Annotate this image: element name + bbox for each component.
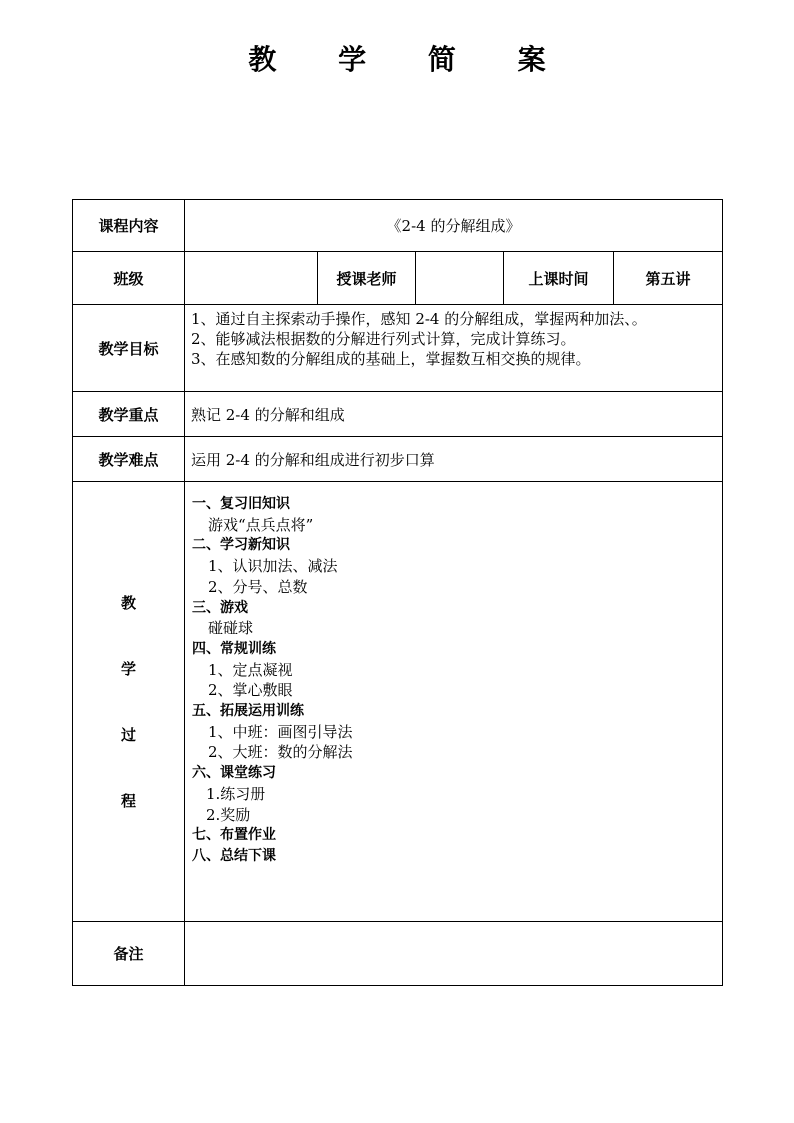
- difficulty-value: 运用 2-4 的分解和组成进行初步口算: [185, 437, 723, 482]
- lesson-plan-table: [72, 199, 723, 986]
- goals-label: 教学目标: [73, 305, 185, 392]
- process-step: 2、分号、总数: [208, 577, 308, 596]
- process-step: 1、定点凝视: [208, 660, 293, 679]
- info-row: [73, 252, 723, 305]
- key-point-value: 熟记 2-4 的分解和组成: [185, 392, 723, 437]
- class-value: [185, 252, 318, 305]
- process-lines: [192, 494, 722, 867]
- teacher-value: [416, 252, 504, 305]
- goal-item: 1、通过自主探索动手操作，感知 2-4 的分解组成，掌握两种加法、。: [191, 310, 647, 328]
- process-step: 2.奖励: [206, 805, 251, 824]
- time-value: 第五讲: [614, 252, 723, 305]
- process-label-char: 学: [120, 659, 136, 678]
- time-label: 上课时间: [504, 252, 614, 305]
- process-content: [185, 482, 723, 922]
- process-step: 2、掌心敷眼: [208, 681, 293, 700]
- process-section-heading: 四、常规训练: [192, 640, 276, 657]
- process-label-char: 程: [120, 791, 136, 810]
- process-label-char: 过: [120, 725, 136, 744]
- course-label: 课程内容: [73, 200, 185, 252]
- notes-row: [73, 922, 723, 986]
- process-section-heading: 八、总结下课: [192, 847, 276, 864]
- goals-list: [185, 305, 723, 392]
- process-step: 1、中班：画图引导法: [208, 722, 353, 741]
- process-section-heading: 七、布置作业: [192, 827, 276, 844]
- difficulty-label: 教学难点: [73, 437, 185, 482]
- page-title: 教 学 简 案: [248, 43, 572, 76]
- goal-item: 2、能够减法根据数的分解进行列式计算，完成计算练习。: [191, 330, 576, 348]
- process-step: 游戏“点兵点将”: [208, 515, 314, 534]
- notes-label: 备注: [73, 922, 185, 986]
- process-section-heading: 一、复习旧知识: [192, 496, 290, 512]
- process-label: [73, 482, 185, 922]
- process-label-char: 教: [120, 593, 136, 612]
- course-value: 《2-4 的分解组成》: [185, 200, 723, 252]
- teacher-label: 授课老师: [318, 252, 416, 305]
- course-row: [73, 200, 723, 252]
- process-step: 碰碰球: [208, 619, 254, 638]
- process-section-heading: 二、学习新知识: [192, 537, 290, 554]
- process-section-heading: 三、游戏: [192, 599, 248, 616]
- difficulty-row: [73, 437, 723, 482]
- process-row: [73, 482, 723, 922]
- process-step: 2、大班：数的分解法: [208, 743, 353, 762]
- process-step: 1、认识加法、减法: [208, 557, 338, 576]
- class-label: 班级: [73, 252, 185, 305]
- key-point-row: [73, 392, 723, 437]
- notes-value: [185, 922, 723, 986]
- process-section-heading: 六、课堂练习: [192, 765, 276, 782]
- process-section-heading: 五、拓展运用训练: [192, 703, 304, 720]
- goal-item: 3、在感知数的分解组成的基础上，掌握数互相交换的规律。: [191, 350, 591, 368]
- process-step: 1.练习册: [206, 784, 266, 803]
- goals-row: [73, 305, 723, 392]
- key-point-label: 教学重点: [73, 392, 185, 437]
